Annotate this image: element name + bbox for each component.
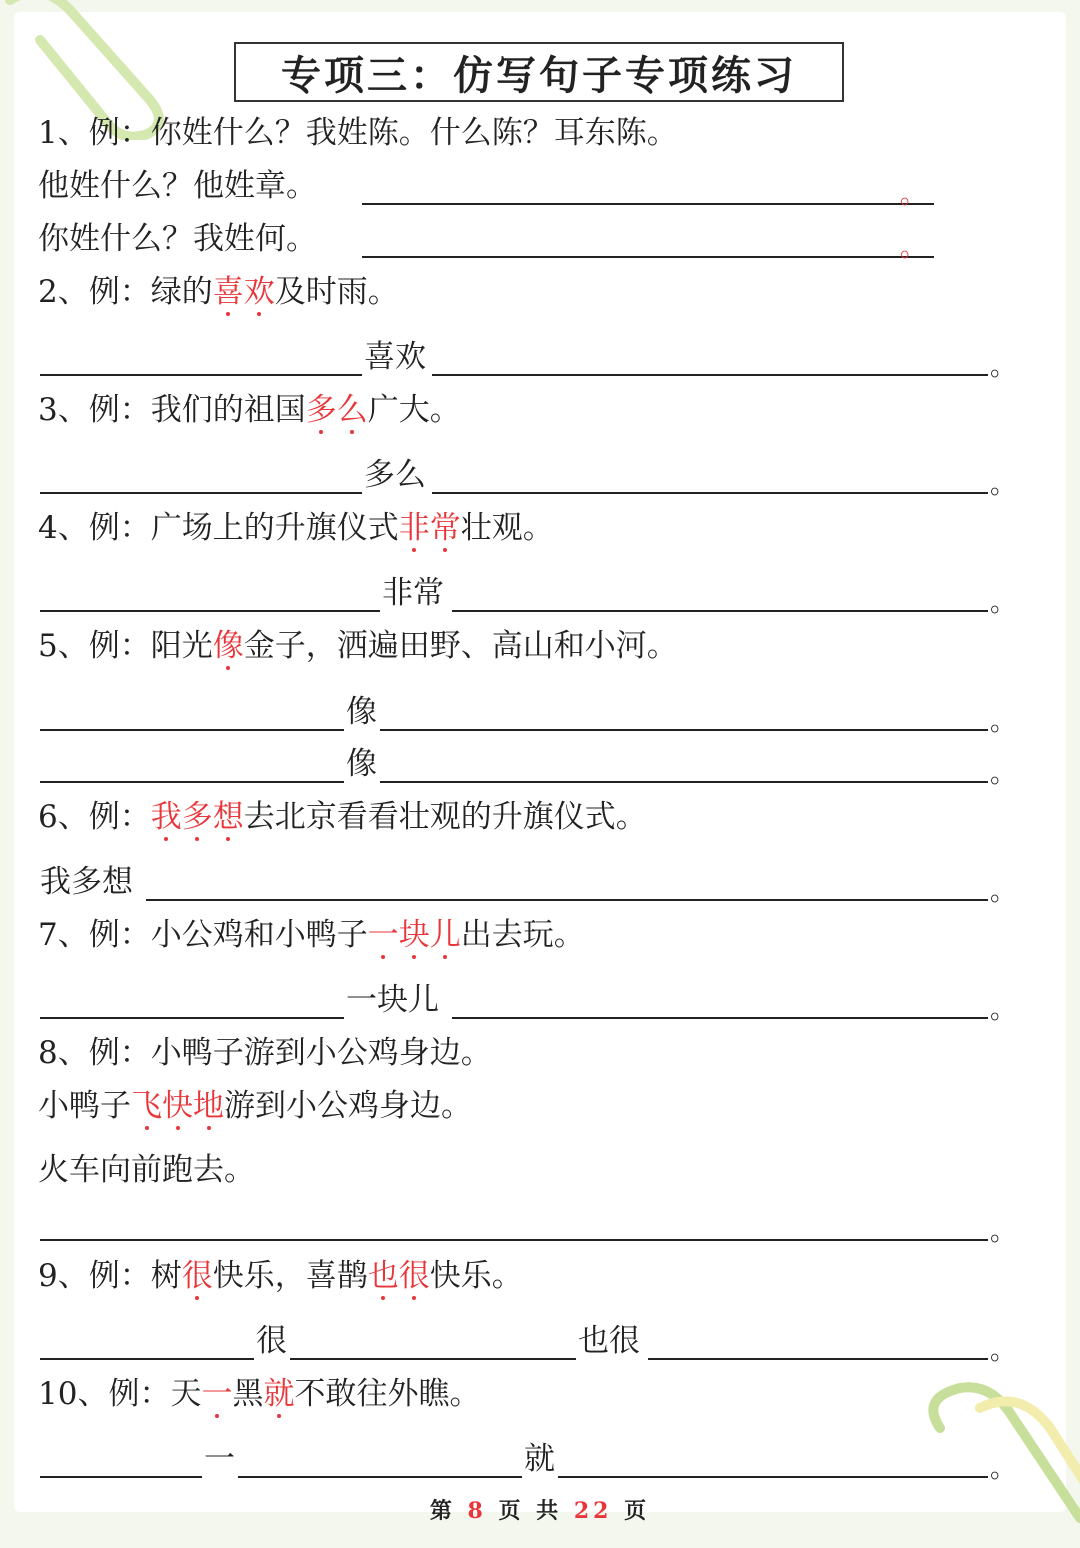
q9-word2: 也很: [578, 1323, 640, 1359]
q4-key-char: 非: [398, 510, 430, 546]
answer-blank[interactable]: [40, 1239, 988, 1241]
q7-word: 一块儿: [346, 982, 439, 1018]
q6-key-char: 多: [181, 799, 213, 835]
q5-example: [38, 626, 678, 666]
q4-word: 非常: [382, 575, 444, 611]
q2-key-char: 欢: [243, 274, 275, 310]
answer-blank[interactable]: [40, 1476, 202, 1478]
q1-example: 1、例：你姓什么？我姓陈。什么陈？耳东陈。: [38, 115, 678, 151]
period-mark: 。: [990, 1454, 1017, 1484]
q7-key-char: 块: [398, 917, 430, 953]
answer-blank[interactable]: [558, 1476, 988, 1478]
period-mark: 。: [990, 588, 1017, 618]
q5-prefix: 5、例：阳光: [38, 628, 213, 664]
answer-blank[interactable]: [380, 781, 988, 783]
q6-word: 我多想: [40, 864, 133, 900]
period-mark: 。: [990, 707, 1017, 737]
q8-example: 8、例：小鸭子游到小公鸡身边。: [38, 1035, 492, 1071]
q2-word: 喜欢: [364, 339, 426, 375]
q9-example: [38, 1256, 523, 1296]
period-mark: 。: [900, 233, 927, 263]
q6-example: [38, 797, 647, 837]
q3-key-char: 么: [336, 392, 368, 428]
answer-blank[interactable]: [362, 256, 934, 258]
answer-blank[interactable]: [380, 729, 988, 731]
q7-prefix: 7、例：小公鸡和小鸭子: [38, 917, 368, 953]
period-mark: 。: [990, 1217, 1017, 1247]
period-mark: 。: [990, 995, 1017, 1025]
answer-blank[interactable]: [452, 1017, 988, 1019]
answer-blank[interactable]: [40, 374, 362, 376]
q7-key-char: 儿: [429, 917, 461, 953]
answer-blank[interactable]: [452, 610, 988, 612]
period-mark: 。: [900, 180, 927, 210]
q5-word: 像: [346, 746, 377, 782]
period-mark: 。: [990, 877, 1017, 907]
q4-suffix: 壮观。: [460, 510, 554, 546]
q10-suffix: 不敢往外瞧。: [294, 1376, 481, 1412]
answer-blank[interactable]: [146, 899, 988, 901]
q2-suffix: 及时雨。: [274, 274, 399, 310]
answer-blank[interactable]: [362, 203, 934, 205]
q9-key-char: 很: [398, 1258, 430, 1294]
q5-key-char: 像: [212, 628, 244, 664]
page-footer: [0, 1494, 1080, 1525]
period-mark: 。: [990, 352, 1017, 382]
q8-task: 火车向前跑去。: [38, 1152, 255, 1188]
footer-mid: 页 共: [498, 1498, 563, 1524]
answer-blank[interactable]: [432, 374, 988, 376]
q10-key-char: 一: [201, 1376, 233, 1412]
period-mark: 。: [990, 1336, 1017, 1366]
q9-prefix: 9、例：树: [38, 1258, 182, 1294]
q10-word2: 就: [524, 1441, 555, 1477]
q6-suffix: 去北京看看壮观的升旗仪式。: [243, 799, 647, 835]
answer-blank[interactable]: [432, 492, 988, 494]
q1-line1: 他姓什么？他姓章。: [38, 168, 317, 204]
q9-word1: 很: [256, 1323, 287, 1359]
q10-prefix: 10、例：天: [38, 1376, 202, 1412]
footer-post: 页: [624, 1498, 651, 1524]
q3-prefix: 3、例：我们的祖国: [38, 392, 306, 428]
q3-suffix: 广大。: [367, 392, 461, 428]
q8-suffix: 游到小公鸡身边。: [224, 1088, 472, 1124]
q5-suffix: 金子，洒遍田野、高山和小河。: [243, 628, 678, 664]
period-mark: 。: [990, 470, 1017, 500]
q10-middle: 黑: [232, 1376, 264, 1412]
total-page-count: 22: [573, 1498, 613, 1524]
answer-blank[interactable]: [648, 1358, 988, 1360]
q2-key-char: 喜: [212, 274, 244, 310]
answer-blank[interactable]: [40, 492, 362, 494]
q9-suffix: 快乐。: [429, 1258, 523, 1294]
answer-blank[interactable]: [238, 1476, 522, 1478]
q6-key-char: 想: [212, 799, 244, 835]
period-mark: 。: [990, 759, 1017, 789]
q9-key-char: 很: [181, 1258, 213, 1294]
answer-blank[interactable]: [40, 781, 344, 783]
q10-example: [38, 1374, 480, 1414]
answer-blank[interactable]: [40, 729, 344, 731]
q10-word1: 一: [204, 1441, 235, 1477]
q3-key-char: 多: [305, 392, 337, 428]
current-page-number: 8: [467, 1498, 487, 1524]
q7-suffix: 出去玩。: [460, 917, 585, 953]
q9-middle: 快乐，喜鹊: [212, 1258, 368, 1294]
q2-example: [38, 272, 399, 312]
answer-blank[interactable]: [40, 1358, 254, 1360]
q8-key-char: 快: [162, 1088, 193, 1124]
q9-key-char: 也: [367, 1258, 399, 1294]
page-title: 专项三：仿写句子专项练习: [234, 42, 844, 102]
q7-example: [38, 915, 585, 955]
q8-key-char: 飞: [131, 1088, 162, 1124]
footer-pre: 第: [429, 1498, 456, 1524]
answer-blank[interactable]: [40, 1017, 344, 1019]
q6-key-char: 我: [150, 799, 182, 835]
q8-prefix: 小鸭子: [38, 1088, 131, 1124]
q5-word: 像: [346, 694, 377, 730]
q7-key-char: 一: [367, 917, 399, 953]
q8-key-char: 地: [193, 1088, 224, 1124]
q2-prefix: 2、例：绿的: [38, 274, 213, 310]
q4-key-char: 常: [429, 510, 461, 546]
q6-prefix: 6、例：: [38, 799, 151, 835]
q3-word: 多么: [364, 457, 426, 493]
answer-blank[interactable]: [40, 610, 380, 612]
q4-example: [38, 508, 554, 548]
q1-line2: 你姓什么？我姓何。: [38, 221, 317, 257]
q3-example: [38, 390, 461, 430]
q10-key-char: 就: [263, 1376, 295, 1412]
q8-example-expanded: [38, 1086, 472, 1126]
q4-prefix: 4、例：广场上的升旗仪式: [38, 510, 399, 546]
answer-blank[interactable]: [290, 1358, 576, 1360]
